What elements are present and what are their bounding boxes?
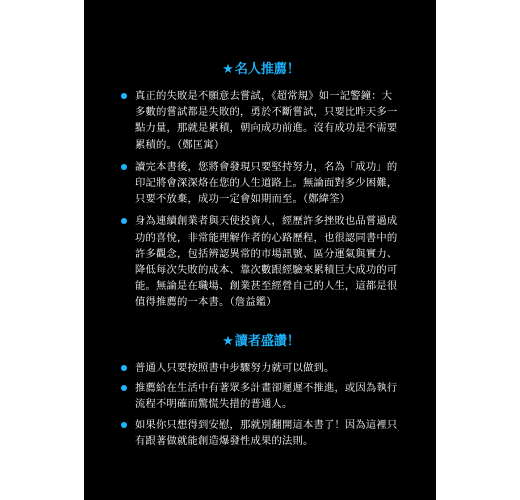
recommendations-list bbox=[120, 88, 402, 311]
praise-item bbox=[120, 417, 402, 449]
praise-text: 如果你只想得到安慰，那就別翻開這本書了！因為這裡只有跟著做就能創造爆發性成果的法則。 bbox=[135, 418, 398, 447]
recommendation-text: 讀完本書後，您將會發現只要堅持努力，名為「成功」的印記將會深深烙在您的人生道路上。無論面對多少困難，只要不放棄，成功一定會如期而至。（鄭緯筌） bbox=[135, 160, 398, 206]
reader-praise-heading-text: 讀者盛讚！ bbox=[234, 334, 300, 349]
recommendation-item bbox=[120, 159, 402, 208]
recommendation-text: 身為連續創業者與天使投資人，經歷許多挫敗也品嘗過成功的喜悅，非常能理解作者的心路歷程，也很認同書中的許多觀念，包括辨認異常的市場訊號、區分運氣與實力、降低每次失敗的成本、靠次數跟經驗來累積巨大成功的可能。無論是在職場、創業甚至經營自己的人生，這都是很值得推薦的一本書。（詹益鑑） bbox=[135, 215, 398, 309]
recommendations-heading bbox=[120, 62, 402, 78]
recommendation-item bbox=[120, 213, 402, 310]
recommendation-text: 真正的失敗是不願意去嘗試，《超常規》如一記警鐘：大多數的嘗試都是失敗的，勇於不斷嘗試，只要比昨天多一點力量，那就是累積，朝向成功前進。沒有成功是不需要累積的。（鄭匡寓） bbox=[135, 90, 398, 151]
star-icon: ★ bbox=[222, 62, 234, 77]
praise-item bbox=[120, 360, 402, 376]
praise-text: 推薦給在生活中有著眾多計畫卻遲遲不推進，或因為執行流程不明確而驚慌失措的普通人。 bbox=[135, 382, 398, 411]
star-icon: ★ bbox=[222, 334, 234, 349]
bullet-dot-icon bbox=[121, 164, 127, 170]
bullet-dot-icon bbox=[121, 218, 127, 224]
reader-praise-section bbox=[120, 334, 402, 453]
praise-text: 普通人只要按照書中步驟努力就可以做到。 bbox=[135, 362, 335, 374]
bullet-dot-icon bbox=[121, 422, 127, 428]
reader-praise-list bbox=[120, 360, 402, 449]
book-page-panel bbox=[84, 0, 436, 500]
bullet-dot-icon bbox=[121, 385, 127, 391]
bullet-dot-icon bbox=[121, 93, 127, 99]
bullet-dot-icon bbox=[121, 365, 127, 371]
recommendations-section bbox=[120, 62, 402, 317]
recommendation-item bbox=[120, 88, 402, 153]
reader-praise-heading bbox=[120, 334, 402, 350]
recommendations-heading-text: 名人推薦！ bbox=[234, 62, 300, 77]
praise-item bbox=[120, 380, 402, 412]
